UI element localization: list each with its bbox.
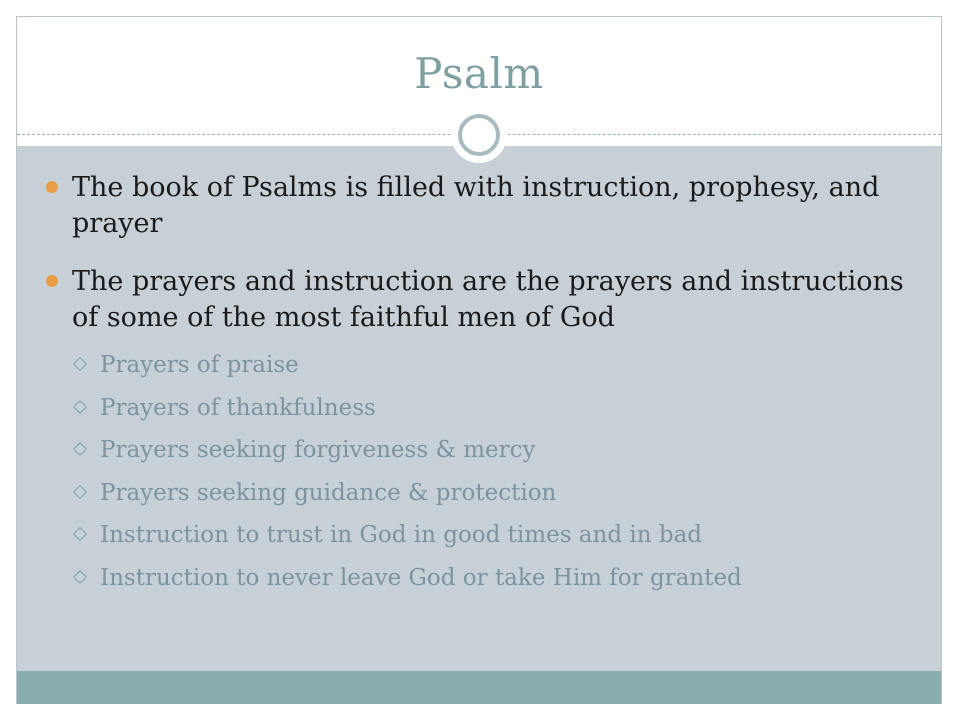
sub-bullet-text: Instruction to never leave God or take Him for granted [100, 564, 742, 591]
sub-bullet-text: Prayers seeking forgiveness & mercy [100, 437, 536, 463]
hollow-square-icon [73, 527, 87, 541]
sub-bullet-list [46, 350, 926, 593]
hollow-square-icon [73, 442, 87, 456]
sub-bullet-text: Prayers of thankfulness [100, 394, 376, 421]
ring-icon [451, 107, 507, 163]
bullet-text: The prayers and instruction are the prayers and instructions of some of the most faithful men of God [72, 266, 904, 333]
orange-dot-icon [46, 181, 58, 193]
ring-inner [458, 114, 500, 156]
sub-bullet-text: Prayers seeking guidance & protection [100, 479, 557, 506]
slide-title: Psalm [414, 49, 544, 98]
sub-bullet-item [46, 520, 926, 550]
sub-bullet-item [46, 393, 926, 423]
sub-bullet-text: Prayers of praise [100, 352, 299, 378]
hollow-square-icon [73, 357, 87, 371]
sub-bullet-item [46, 563, 926, 593]
bullet-item [46, 170, 926, 242]
sub-bullet-item [46, 478, 926, 508]
orange-dot-icon [46, 275, 58, 287]
footer-band [17, 671, 941, 704]
bullet-list [46, 170, 926, 605]
sub-bullet-item [46, 435, 926, 465]
bullet-text: The book of Psalms is filled with instruction, prophesy, and prayer [72, 172, 880, 239]
sub-bullet-item [46, 350, 926, 380]
bullet-item [46, 264, 926, 336]
sub-bullet-text: Instruction to trust in God in good times and in bad [100, 522, 703, 548]
hollow-square-icon [73, 484, 87, 498]
hollow-square-icon [73, 569, 87, 583]
hollow-square-icon [73, 399, 87, 413]
